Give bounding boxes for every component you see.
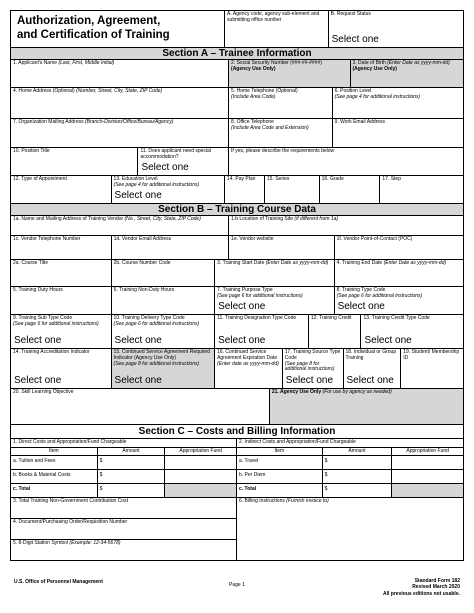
membership-id-field[interactable] — [401, 349, 463, 388]
training-type-hint: (See page 6 for additional instructions) — [336, 292, 423, 299]
accreditation-label: 14. Training Accreditation Indicator — [13, 349, 90, 355]
source-type-hint: (See page 8 for additional instructions) — [284, 360, 335, 373]
home-phone-field[interactable] — [229, 88, 333, 118]
individual-group-field[interactable] — [344, 349, 402, 388]
vendor-poc-label: 1f. Vendor Point-of-Contact (POC) — [336, 236, 413, 242]
section-b-title: Section B – Training Course Data — [10, 204, 464, 216]
accreditation-field[interactable] — [11, 349, 112, 388]
indirect-total-amount[interactable] — [323, 484, 393, 497]
footer-page: Page 1 — [229, 582, 245, 588]
agency-use-label: 21. Agency Use Only — [271, 389, 322, 395]
books-amount[interactable] — [98, 470, 166, 483]
vendor-phone-field[interactable] — [11, 236, 112, 259]
start-date-label: 3. Training Start Date — [217, 260, 265, 266]
home-address-label: 4. Home Address (Optional) — [13, 88, 75, 94]
duty-hours-field[interactable] — [11, 287, 112, 314]
appointment-type-field[interactable] — [11, 176, 112, 203]
service-agreement-select[interactable]: Select one — [114, 374, 162, 386]
per-diem-label: b. Per Diem — [237, 470, 323, 483]
pay-plan-field[interactable] — [225, 176, 265, 203]
non-gov-contribution-field[interactable] — [11, 498, 236, 519]
cost-row — [10, 456, 464, 470]
agreement-expiration-label: 16. Continued Service Agreement Expiration Date — [217, 349, 278, 361]
source-type-field[interactable] — [283, 349, 344, 388]
course-title-label: 2a. Course Title — [13, 260, 49, 266]
indirect-costs-header — [237, 439, 463, 447]
delivery-type-select[interactable]: Select one — [114, 334, 162, 346]
end-date-hint: (Enter Date as yyyy-mm-dd) — [383, 260, 447, 266]
direct-costs-label: 1. Direct Costs and Appropriation/Fund Chargeable — [13, 439, 127, 445]
training-credit-label: 12. Training Credit — [310, 315, 352, 321]
dob-sub: (Agency Use Only) — [352, 65, 397, 72]
indirect-amount-col: Amount — [323, 448, 393, 455]
source-type-select[interactable]: Select one — [285, 374, 334, 386]
service-agreement-field[interactable] — [112, 349, 216, 388]
home-address-hint: (Number, Street, City, State, ZIP Code) — [76, 88, 163, 94]
start-date-hint: (Enter Date as yyyy-mm-dd) — [265, 260, 329, 266]
travel-fund[interactable] — [392, 456, 463, 469]
pay-plan-label: 14. Pay Plan — [227, 176, 256, 182]
delivery-type-field[interactable] — [112, 315, 216, 348]
credit-type-select[interactable]: Select one — [364, 334, 412, 346]
training-type-select[interactable]: Select one — [337, 300, 385, 312]
learning-objective-label: 20. Skill Learning Objective — [13, 389, 74, 395]
books-label: b. Books & Material Costs — [11, 470, 98, 483]
individual-group-label: 18. Individual or Group Training — [345, 349, 397, 361]
agreement-expiration-field[interactable] — [215, 349, 283, 388]
vendor-website-label: 1e. Vendor website — [231, 236, 274, 242]
dollar-sign: $ — [99, 458, 103, 464]
delivery-type-hint: (See page 6 for additional instructions) — [113, 320, 200, 327]
direct-total-label: c. Total — [11, 484, 98, 497]
footer-form-number: Standard Form 182 — [414, 578, 460, 584]
direct-amount-col: Amount — [98, 448, 166, 455]
office-phone-hint: (Include Area Code and Extension) — [231, 124, 309, 131]
office-phone-label: 8. Office Telephone — [231, 119, 274, 125]
request-status-field[interactable] — [329, 11, 463, 47]
education-level-select[interactable]: Select one — [114, 189, 162, 201]
position-level-label: 6. Position Level — [334, 88, 372, 94]
tuition-fund[interactable] — [165, 456, 237, 469]
footer-note: All previous editions not usable. — [383, 590, 460, 597]
billing-instructions-label: 6. Billing Instructions — [239, 498, 285, 504]
agency-code-field[interactable] — [225, 11, 329, 47]
dollar-sign: $ — [99, 472, 103, 478]
accommodation-description-field[interactable] — [229, 148, 463, 175]
requisition-number-field[interactable] — [11, 519, 236, 540]
dob-hint: (Enter Date as yyyy-mm-dd) — [387, 60, 450, 66]
org-address-label: 7. Organization Mailing Address — [13, 119, 84, 125]
start-date-field[interactable] — [215, 260, 334, 286]
purpose-type-label: 7. Training Purpose Type — [217, 287, 273, 293]
vendor-address-field[interactable] — [11, 216, 229, 235]
purpose-type-hint: (See page 6 for additional instructions) — [217, 292, 303, 299]
section-a-title: Section A – Trainee Information — [10, 48, 464, 60]
sub-type-label: 9. Training Sub Type Code — [13, 315, 73, 321]
sub-type-hint: (See page 6 for additional instructions) — [13, 320, 99, 327]
title-line-2: and Certification of Training — [17, 28, 170, 41]
position-title-field[interactable] — [11, 148, 138, 175]
training-site-label: 1.b Location of Training Site — [231, 216, 294, 222]
non-duty-hours-field[interactable] — [112, 287, 216, 314]
position-level-hint: (See page 4 for additional instructions) — [334, 93, 421, 100]
per-diem-fund[interactable] — [392, 470, 463, 483]
accommodation-note: If yes, please describe the requirements below — [231, 148, 335, 154]
cost-row — [10, 470, 464, 484]
dollar-sign: $ — [324, 486, 328, 492]
learning-objective-field[interactable] — [11, 389, 270, 424]
office-phone-field[interactable] — [229, 119, 333, 147]
footer-form-info — [383, 578, 460, 597]
non-duty-hours-label: 6. Training Non-Duty Hours — [113, 287, 175, 293]
vendor-phone-label: 1c. Vendor Telephone Number — [13, 236, 81, 242]
dob-field[interactable] — [351, 60, 464, 87]
position-level-field[interactable] — [333, 88, 463, 118]
agency-use-hint: (For use by agency as needed) — [322, 389, 392, 395]
vendor-address-hint: (No., Street, City, State, ZIP Code) — [124, 216, 201, 222]
designation-type-select[interactable]: Select one — [218, 334, 266, 346]
title-line-1: Authorization, Agreement, — [17, 15, 161, 27]
grade-label: 16. Grade — [321, 176, 344, 182]
direct-fund-col: Appropriation Fund — [165, 448, 237, 455]
duty-hours-label: 5. Training Duty Hours — [13, 287, 63, 293]
form-title — [11, 11, 225, 47]
applicant-name-label: 1. Applicant's Name — [13, 60, 58, 66]
billing-instructions-hint: (Furnish invoice to) — [286, 498, 329, 504]
grade-field[interactable] — [320, 176, 381, 203]
course-number-field[interactable] — [112, 260, 216, 286]
work-email-field[interactable] — [333, 119, 463, 147]
accreditation-select[interactable]: Select one — [14, 374, 62, 386]
applicant-name-hint: (Last, First, Middle Initial) — [58, 60, 115, 66]
service-agreement-hint: (See page 8 for additional instructions) — [113, 360, 200, 367]
home-phone-hint: (Include Area Code) — [231, 93, 276, 100]
end-date-label: 4. Training End Date — [336, 260, 383, 266]
per-diem-amount[interactable] — [323, 470, 393, 483]
indirect-total-fund — [392, 484, 463, 497]
station-symbol-hint: (Example: 12-34-5678) — [69, 540, 121, 546]
indirect-costs-label: 2. Indirect Costs and Appropriation/Fund Chargeable — [239, 439, 356, 445]
series-field[interactable] — [265, 176, 320, 203]
ssn-sub: (Agency Use Only) — [231, 65, 276, 72]
series-label: 15. Series — [266, 176, 290, 182]
step-field[interactable] — [380, 176, 463, 203]
billing-instructions-field[interactable] — [237, 498, 463, 560]
vendor-email-label: 1d. Vendor Email Address — [113, 236, 172, 242]
travel-label: a. Travel — [237, 456, 323, 469]
travel-amount[interactable] — [323, 456, 393, 469]
accommodation-select[interactable]: Select one — [141, 161, 189, 173]
purpose-type-select[interactable]: Select one — [218, 300, 266, 312]
credit-type-label: 13. Training Credit Type Code — [363, 315, 430, 321]
source-type-label: 17. Training Source Type Code — [284, 349, 341, 361]
work-email-label: 9. Work Email Address — [334, 119, 386, 125]
cost-row — [10, 484, 464, 498]
vendor-address-label: 1a. Name and Mailing Address of Training Vendor — [13, 216, 124, 222]
sub-type-select[interactable]: Select one — [14, 334, 62, 346]
direct-item-col: Item — [11, 448, 98, 455]
direct-total-fund — [165, 484, 237, 497]
course-number-label: 2b. Course Number Code — [113, 260, 171, 266]
agency-code-label: A. Agency code, agency sub-element and submitting office number — [227, 11, 320, 23]
dollar-sign: $ — [324, 458, 328, 464]
service-agreement-label: 15. Continued Service Agreement Required Indicator (Agency Use Only) — [113, 349, 210, 361]
designation-type-label: 11. Training Designation Type Code — [217, 315, 297, 321]
individual-group-select[interactable]: Select one — [346, 374, 394, 386]
dollar-sign: $ — [99, 486, 103, 492]
training-type-label: 8. Training Type Code — [336, 287, 386, 293]
appointment-type-label: 12. Type of Appointment — [13, 176, 67, 182]
dob-label: 3. Date of Birth — [352, 60, 386, 66]
training-site-hint: (if different from 1a) — [294, 216, 339, 222]
station-symbol-field[interactable] — [11, 540, 236, 560]
non-gov-contribution-label: 3. Total Training Non-Government Contribution Cost — [13, 498, 128, 504]
org-address-field[interactable] — [11, 119, 229, 147]
ssn-label: 2. Social Security Number (###-##-####) — [231, 60, 322, 66]
sub-type-field[interactable] — [11, 315, 112, 348]
indirect-fund-col: Appropriation Fund — [406, 448, 449, 454]
step-label: 17. Step — [382, 176, 401, 182]
indirect-total-label: c. Total — [237, 484, 323, 497]
org-address-hint: (Branch-Division/Office/Bureau/Agency) — [84, 119, 174, 125]
direct-total-amount[interactable] — [98, 484, 166, 497]
training-credit-field[interactable] — [309, 315, 362, 348]
applicant-name-field[interactable] — [11, 60, 229, 87]
training-site-field[interactable] — [229, 216, 463, 235]
form-header — [10, 10, 464, 48]
training-form — [10, 10, 464, 561]
tuition-amount[interactable] — [98, 456, 166, 469]
indirect-item-col: Item — [237, 448, 323, 455]
footer-agency: U.S. Office of Personnel Management — [14, 579, 103, 585]
vendor-poc-field[interactable] — [335, 236, 463, 259]
agency-use-field[interactable] — [270, 389, 463, 424]
designation-type-field[interactable] — [215, 315, 309, 348]
footer-revised: Revised March 2020 — [412, 584, 460, 591]
direct-costs-header — [11, 439, 237, 447]
home-address-field[interactable] — [11, 88, 229, 118]
requisition-number-label: 4. Document/Purchasing Order/Requisition Number — [13, 519, 128, 525]
training-type-field[interactable] — [335, 287, 463, 314]
accommodation-field[interactable] — [138, 148, 229, 175]
education-level-field[interactable] — [112, 176, 225, 203]
station-symbol-label: 5. 8-Digit Station Symbol — [13, 540, 69, 546]
tuition-label: a. Tuition and Fees — [11, 456, 98, 469]
section-c-title: Section C – Costs and Billing Information — [10, 425, 464, 439]
request-status-label: B. Request Status — [330, 11, 371, 17]
education-level-hint: (See page 4 for additional instructions) — [113, 181, 200, 188]
purpose-type-field[interactable] — [215, 287, 334, 314]
end-date-field[interactable] — [335, 260, 463, 286]
books-fund[interactable] — [165, 470, 237, 483]
billing-left-column — [11, 498, 237, 560]
course-title-field[interactable] — [11, 260, 112, 286]
vendor-website-field[interactable] — [229, 236, 335, 259]
membership-id-label: 19. Student/ Membership ID — [403, 349, 460, 361]
dollar-sign: $ — [324, 472, 328, 478]
request-status-select[interactable]: Select one — [331, 33, 379, 45]
accommodation-label: 11. Does applicant need special accommodation? — [140, 148, 211, 160]
position-title-label: 10. Position Title — [13, 148, 50, 154]
agreement-expiration-hint: (Enter date as yyyy-mm-dd) — [217, 360, 279, 367]
ssn-field[interactable] — [229, 60, 350, 87]
delivery-type-label: 10. Training Delivery Type Code — [113, 315, 185, 321]
credit-type-field[interactable] — [361, 315, 463, 348]
vendor-email-field[interactable] — [112, 236, 229, 259]
home-phone-label: 5. Home Telephone (Optional) — [231, 88, 298, 94]
education-level-label: 13. Education Level — [113, 176, 158, 182]
